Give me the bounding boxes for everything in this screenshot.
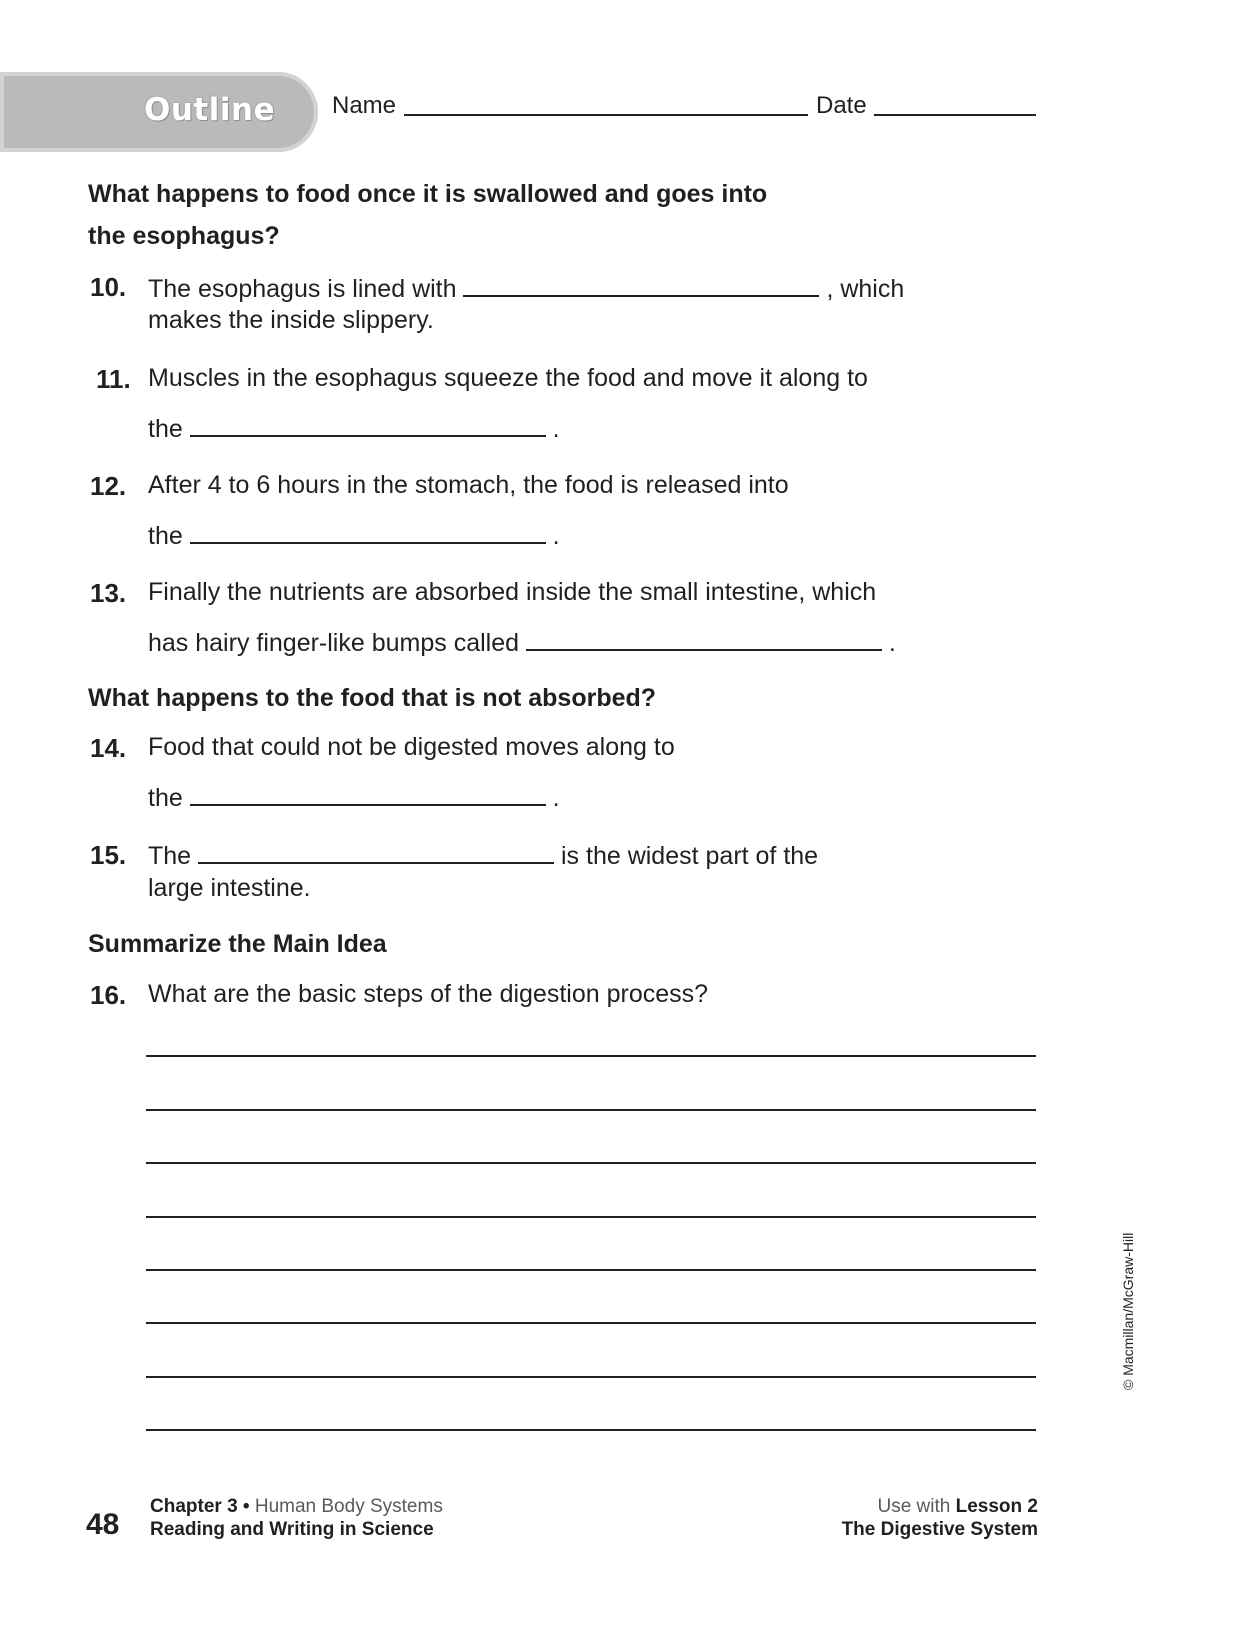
question-12-period: . (552, 522, 560, 550)
answer-line[interactable] (146, 1055, 1036, 1057)
footer-lesson (877, 1496, 1038, 1518)
footer-use-with: Use with (877, 1496, 951, 1517)
footer-bullet: • (242, 1496, 250, 1517)
footer-chapter-number: Chapter 3 (150, 1496, 238, 1517)
answer-line[interactable] (146, 1322, 1036, 1324)
answer-blank-12[interactable] (190, 520, 546, 544)
question-16-text: What are the basic steps of the digestion process? (148, 980, 709, 1008)
answer-line[interactable] (146, 1162, 1036, 1164)
answer-line[interactable] (146, 1269, 1036, 1271)
answer-blank-10[interactable] (463, 273, 819, 297)
answer-line[interactable] (146, 1429, 1036, 1431)
question-14-line1: Food that could not be digested moves along to (148, 733, 675, 761)
question-13-text: has hairy finger-like bumps called (148, 629, 520, 657)
footer-book-title: Reading and Writing in Science (150, 1519, 434, 1540)
question-15 (148, 840, 818, 871)
answer-line[interactable] (146, 1109, 1036, 1111)
answer-blank-15[interactable] (198, 840, 554, 864)
question-number-13: 13. (90, 578, 127, 608)
question-11-text: the (148, 415, 183, 443)
answer-line[interactable] (146, 1216, 1036, 1218)
question-14-text: the (148, 784, 183, 812)
footer-chapter (150, 1496, 443, 1518)
page-number: 48 (86, 1508, 120, 1541)
question-number-15: 15. (90, 840, 127, 870)
outline-tab-label: Outline (144, 92, 276, 128)
section-heading-esophagus-line2: the esophagus? (88, 222, 280, 250)
question-number-10: 10. (90, 272, 127, 302)
answer-blank-14[interactable] (190, 782, 546, 806)
section-heading-main-idea: Summarize the Main Idea (88, 930, 387, 958)
question-11-period: . (552, 415, 560, 443)
question-12-line1: After 4 to 6 hours in the stomach, the food is released into (148, 471, 789, 499)
date-field[interactable] (874, 114, 1036, 116)
question-10-text-after: , which (826, 275, 905, 303)
question-11-line1: Muscles in the esophagus squeeze the food and move it along to (148, 364, 868, 392)
copyright-credit: © Macmillan/McGraw-Hill (1120, 1232, 1136, 1390)
footer-chapter-title: Human Body Systems (254, 1496, 443, 1517)
question-10 (148, 273, 904, 304)
question-number-14: 14. (90, 733, 127, 763)
name-field[interactable] (404, 114, 808, 116)
footer-lesson-number: Lesson 2 (955, 1496, 1038, 1517)
question-number-16: 16. (90, 980, 127, 1010)
answer-blank-11[interactable] (190, 413, 546, 437)
footer-lesson-title: The Digestive System (841, 1519, 1038, 1540)
question-15-text: The (148, 842, 192, 870)
question-number-11: 11. (96, 364, 131, 394)
name-label: Name (332, 92, 397, 119)
answer-line[interactable] (146, 1376, 1036, 1378)
question-15-line2: large intestine. (148, 874, 311, 902)
section-heading-not-absorbed: What happens to the food that is not absorbed? (88, 684, 657, 712)
question-13 (148, 627, 896, 658)
question-10-text: The esophagus is lined with (148, 275, 457, 303)
date-label: Date (816, 92, 867, 119)
question-15-text-after: is the widest part of the (561, 842, 819, 870)
question-13-period: . (888, 629, 896, 657)
question-14-period: . (552, 784, 560, 812)
question-12-text: the (148, 522, 183, 550)
question-11 (148, 413, 560, 444)
question-12 (148, 520, 560, 551)
answer-blank-13[interactable] (526, 627, 882, 651)
question-number-12: 12. (90, 471, 127, 501)
question-10-line2: makes the inside slippery. (148, 306, 434, 334)
question-14 (148, 782, 560, 813)
question-13-line1: Finally the nutrients are absorbed inside the small intestine, which (148, 578, 877, 606)
section-heading-esophagus: What happens to food once it is swallowed and goes into (88, 180, 768, 208)
